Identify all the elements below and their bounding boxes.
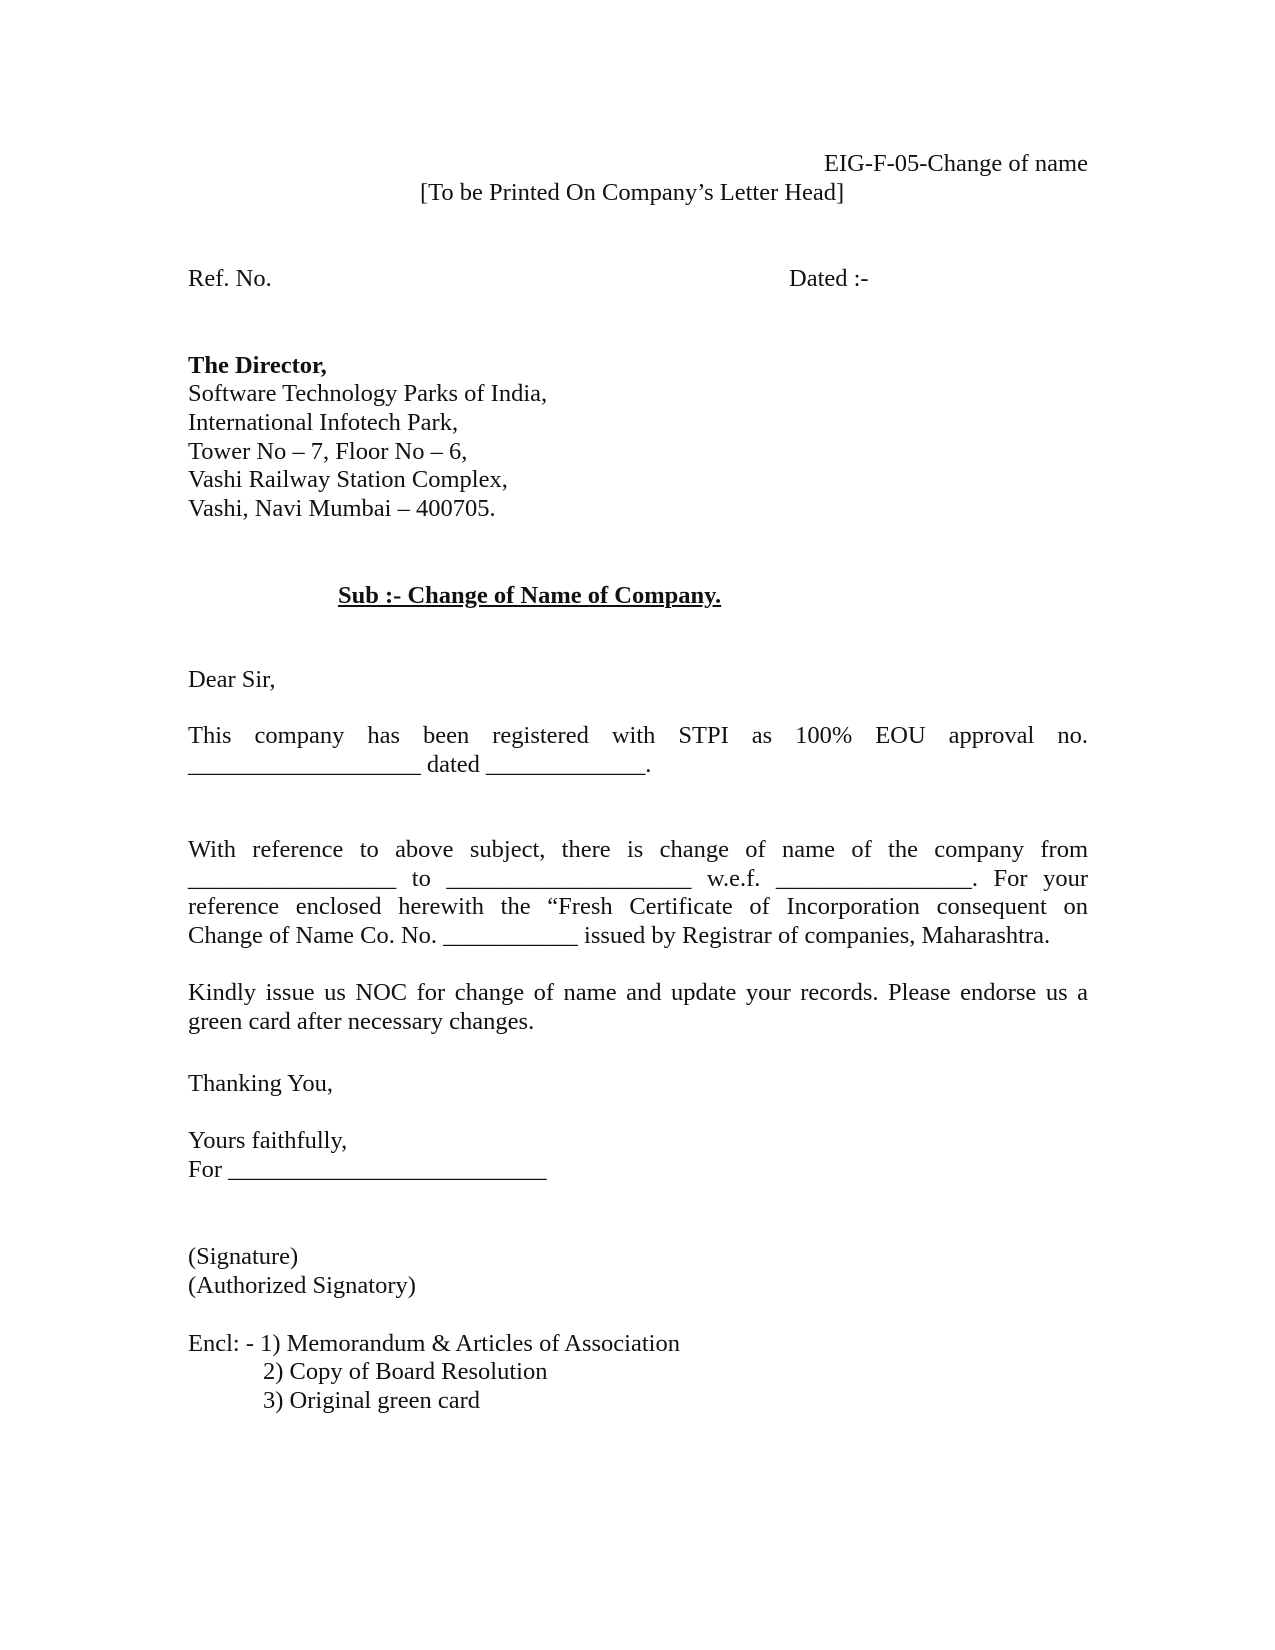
- dated-label: Dated :-: [789, 265, 869, 292]
- paragraph-line: reference enclosed herewith the “Fresh Certificate of Incorporation consequent on: [188, 893, 1088, 921]
- form-code: EIG-F-05-Change of name: [824, 150, 1088, 177]
- ref-no-label: Ref. No.: [188, 265, 272, 292]
- subject-line: Sub :- Change of Name of Company.: [338, 582, 722, 609]
- signature-label: (Signature): [188, 1243, 299, 1270]
- address-line: Vashi Railway Station Complex,: [188, 466, 508, 493]
- closing-yours: Yours faithfully,: [188, 1127, 348, 1154]
- paragraph-line: green card after necessary changes.: [188, 1007, 535, 1035]
- enclosure-item: Encl: - 1) Memorandum & Articles of Association: [188, 1330, 680, 1357]
- paragraph-line: This company has been registered with STPI as 100% EOU approval no.: [188, 722, 1088, 749]
- address-line: Vashi, Navi Mumbai – 400705.: [188, 495, 496, 522]
- closing-thanks: Thanking You,: [188, 1070, 333, 1097]
- paragraph-line: Change of Name Co. No. ___________ issued by Registrar of companies, Maharashtra.: [188, 922, 1051, 950]
- letterhead-note: [To be Printed On Company’s Letter Head]: [420, 179, 845, 206]
- paragraph-line: ___________________ dated _____________.: [188, 750, 652, 778]
- address-line: Tower No – 7, Floor No – 6,: [188, 438, 468, 465]
- enclosure-item: 2) Copy of Board Resolution: [263, 1358, 548, 1385]
- registration-paragraph: [188, 722, 1088, 779]
- noc-request-paragraph: [188, 979, 1088, 1036]
- authorized-signatory-label: (Authorized Signatory): [188, 1272, 416, 1299]
- addressee-title: The Director,: [188, 352, 327, 379]
- enclosure-item: 3) Original green card: [263, 1387, 480, 1414]
- paragraph-line: Kindly issue us NOC for change of name and update your records. Please endorse us a: [188, 979, 1088, 1006]
- paragraph-line: With reference to above subject, there is change of name of the company from: [188, 836, 1088, 863]
- address-line: Software Technology Parks of India,: [188, 380, 548, 407]
- paragraph-line: _________________ to ____________________ w.e.f. ________________. For your: [188, 864, 1088, 892]
- address-line: International Infotech Park,: [188, 409, 459, 436]
- salutation: Dear Sir,: [188, 666, 276, 693]
- company-for-line: For __________________________: [188, 1156, 547, 1183]
- name-change-paragraph: [188, 836, 1088, 951]
